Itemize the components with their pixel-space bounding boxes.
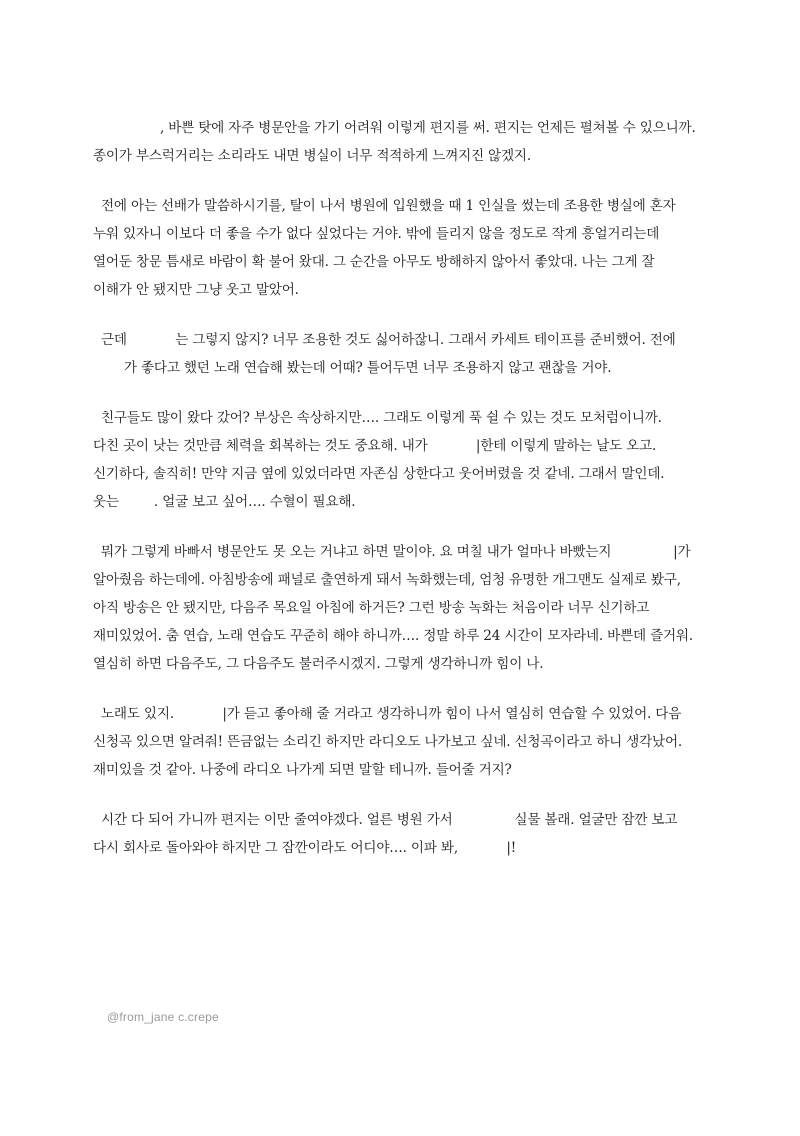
paragraph-7 (93, 806, 715, 862)
text-line: 노래도 있지. |가 듣고 좋아해 줄 거라고 생각하니까 힘이 나서 열심히 연습할 수 있었어. 다음 (101, 706, 682, 722)
paragraph-1 (93, 114, 715, 170)
text-line: 근데 는 그렇지 않지? 너무 조용한 것도 싫어하잖니. 그래서 카세트 테이프를 준비했어. 전에 (101, 332, 676, 348)
text-line: 뭐가 그렇게 바빠서 병문안도 못 오는 거냐고 하면 말이야. 요 며칠 내가 얼마나 바빴는지 |가 (101, 544, 691, 560)
text-line: 열어둔 창문 틈새로 바람이 확 불어 왔대. 그 순간을 아무도 방해하지 않아서 좋았대. 나는 그게 잘 (93, 254, 655, 270)
text-line: 전에 아는 선배가 말씀하시기를, 탈이 나서 병원에 입원했을 때 1 인실을 썼는데 조용한 병실에 혼자 (101, 198, 676, 214)
paragraph-2 (93, 192, 715, 304)
paragraph-4 (93, 404, 715, 516)
text-line: 열심히 하면 다음주도, 그 다음주도 불러주시겠지. 그렇게 생각하니까 힘이 나. (93, 656, 544, 672)
paragraph-5 (93, 538, 715, 678)
text-line: 누워 있자니 이보다 더 좋을 수가 없다 싶었다는 거야. 밖에 들리지 않을 정도로 작게 흥얼거리는데 (93, 226, 660, 242)
text-line: 다시 회사로 돌아와야 하지만 그 잠깐이라도 어디야…. 이파 봐, |! (93, 840, 517, 856)
text-line: 신청곡 있으면 알려줘! 뜬금없는 소리긴 하지만 라디오도 나가보고 싶네. 신청곡이라고 하니 생각났어. (93, 734, 683, 750)
watermark-credit: @from_jane c.crepe (107, 1010, 219, 1024)
text-line: 종이가 부스럭거리는 소리라도 내면 병실이 너무 적적하게 느껴지진 않겠지. (93, 148, 531, 164)
text-line: 웃는 . 얼굴 보고 싶어…. 수혈이 필요해. (93, 494, 356, 510)
paragraph-6 (93, 700, 715, 784)
text-line: 아직 방송은 안 됐지만, 다음주 목요일 아침에 하거든? 그런 방송 녹화는 처음이라 너무 신기하고 (93, 600, 650, 616)
text-line: 재미있었어. 춤 연습, 노래 연습도 꾸준히 해야 하니까…. 정말 하루 24 시간이 모자라네. 바쁜데 즐거워. (93, 628, 693, 644)
text-line: 시간 다 되어 가니까 편지는 이만 줄여야겠다. 얼른 병원 가서 실물 볼래. 얼굴만 잠깐 보고 (101, 812, 678, 828)
text-line: 알아줬음 하는데에. 아침방송에 패널로 출연하게 돼서 녹화했는데, 엄청 유명한 개그맨도 실제로 봤구, (93, 572, 681, 588)
text-line: 신기하다, 솔직히! 만약 지금 옆에 있었더라면 자존심 상한다고 웃어버렸을 것 같네. 그래서 말인데. (93, 466, 665, 482)
text-line: 재미있을 것 같아. 나중에 라디오 나가게 되면 말할 테니까. 들어줄 거지? (93, 762, 512, 778)
text-line: , 바쁜 탓에 자주 병문안을 가기 어려워 이렇게 편지를 써. 편지는 언제든 펼쳐볼 수 있으니까. (93, 120, 696, 136)
paragraph-3 (93, 326, 715, 382)
text-line: 이해가 안 됐지만 그냥 웃고 말았어. (93, 282, 299, 298)
text-line: 가 좋다고 했던 노래 연습해 봤는데 어때? 틀어두면 너무 조용하지 않고 괜찮을 거야. (93, 360, 612, 376)
text-line: 친구들도 많이 왔다 갔어? 부상은 속상하지만…. 그래도 이렇게 푹 쉴 수 있는 것도 모처럼이니까. (101, 410, 662, 426)
text-line: 다친 곳이 낫는 것만큼 체력을 회복하는 것도 중요해. 내가 |한테 이렇게 말하는 날도 오고. (93, 438, 657, 454)
letter-body (93, 114, 715, 884)
